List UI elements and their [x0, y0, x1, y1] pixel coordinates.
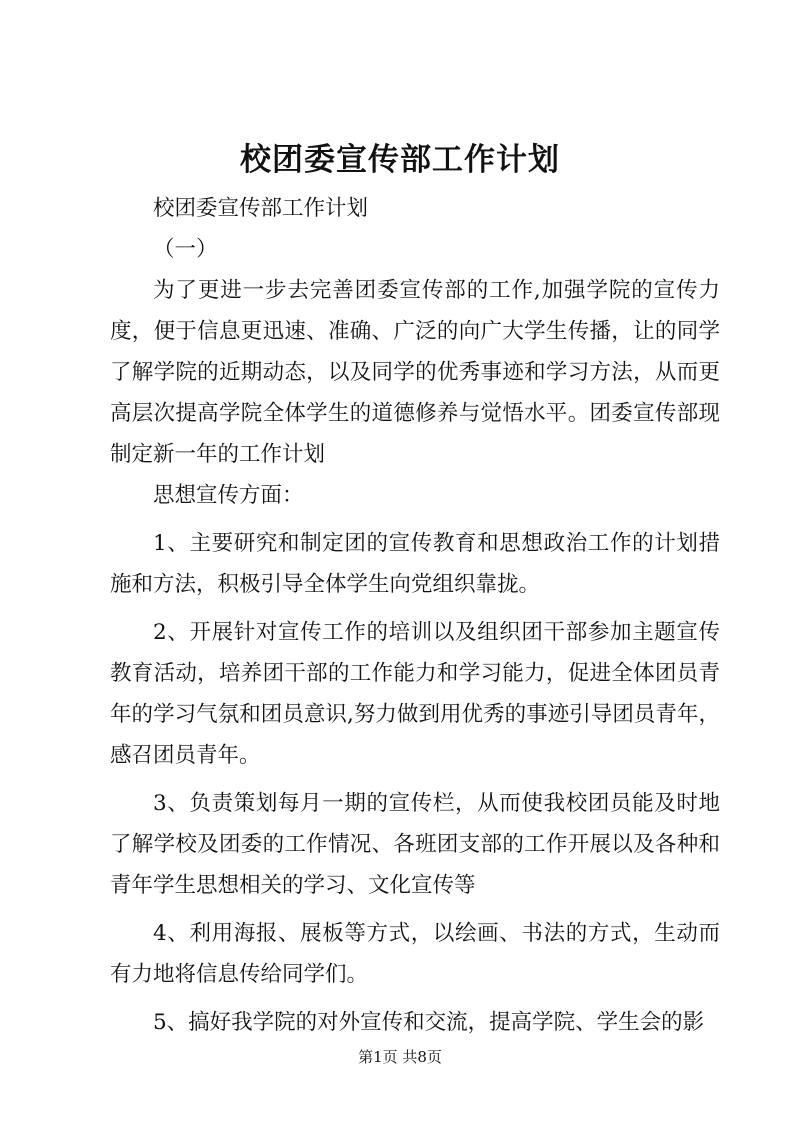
paragraph-item-1: 1、主要研究和制定团的宣传教育和思想政治工作的计划措施和方法，积极引导全体学生向党组织靠拢。: [110, 531, 720, 597]
paragraph-section-heading: 思想宣传方面：: [153, 483, 304, 508]
paragraph-section-number: （一）: [153, 237, 218, 262]
paragraph-intro: 为了更进一步去完善团委宣传部的工作,加强学院的宣传力度，便于信息更迅速、准确、广泛的向广大学生传播，让的同学了解学院的近期动态，以及同学的优秀事迹和学习方法，从而更高层次提高学院全体学生的道德修养与觉悟水平。团委宣传部现制定新一年的工作计划: [110, 278, 720, 467]
page-footer: 第1页 共8页: [358, 1048, 442, 1066]
document-body: [110, 188, 720, 1043]
paragraph-item-3: 3、负责策划每月一期的宣传栏，从而使我校团员能及时地了解学校及团委的工作情况、各班团支部的工作开展以及各种和青年学生思想相关的学习、文化宣传等: [110, 791, 720, 898]
paragraph-item-2: 2、开展针对宣传工作的培训以及组织团干部参加主题宣传教育活动，培养团干部的工作能力和学习能力，促进全体团员青年的学习气氛和团员意识,努力做到用优秀的事迹引导团员青年，感召团员青年。: [110, 620, 720, 768]
paragraph-item-4: 4、利用海报、展板等方式，以绘画、书法的方式，生动而有力地将信息传给同学们。: [110, 921, 720, 987]
paragraph-subtitle: 校团委宣传部工作计划: [153, 196, 369, 221]
document-title: 校团委宣传部工作计划: [240, 142, 560, 178]
paragraph-item-5: 5、搞好我学院的对外宣传和交流，提高学院、学生会的影: [153, 1010, 705, 1035]
